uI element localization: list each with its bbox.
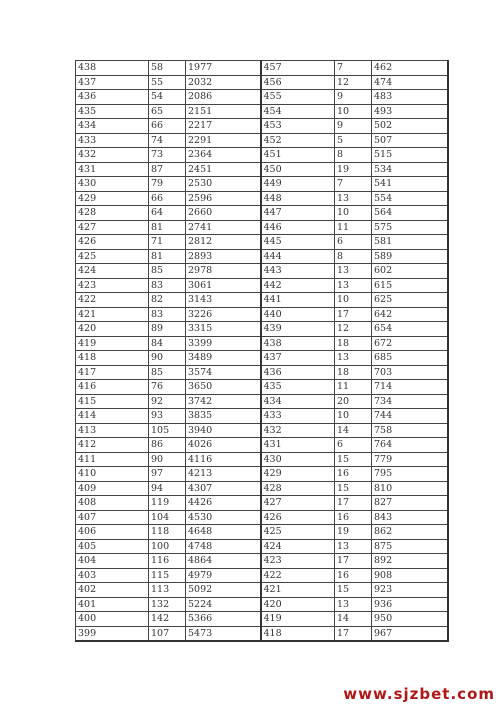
table-row [76,177,448,192]
cumulative-b-cell: 827 [372,496,448,511]
table-row [76,264,448,279]
count-a-cell: 85 [149,365,186,380]
count-a-cell: 81 [149,249,186,264]
table-row [76,336,448,351]
score-b-cell: 446 [261,220,335,235]
table-row [76,293,448,308]
score-a-cell: 417 [76,365,149,380]
count-b-cell: 17 [335,554,372,569]
count-a-cell: 73 [149,148,186,163]
cumulative-b-cell: 575 [372,220,448,235]
table-row [76,75,448,90]
score-a-cell: 432 [76,148,149,163]
score-a-cell: 422 [76,293,149,308]
count-b-cell: 17 [335,496,372,511]
count-b-cell: 10 [335,293,372,308]
table-row [76,626,448,641]
cumulative-b-cell: 810 [372,481,448,496]
count-b-cell: 16 [335,568,372,583]
score-a-cell: 410 [76,467,149,482]
table-row [76,307,448,322]
count-b-cell: 16 [335,467,372,482]
cumulative-b-cell: 892 [372,554,448,569]
cumulative-a-cell: 3226 [186,307,261,322]
score-table [75,60,449,642]
score-b-cell: 430 [261,452,335,467]
score-b-cell: 451 [261,148,335,163]
table-row [76,583,448,598]
table-row [76,278,448,293]
count-b-cell: 17 [335,307,372,322]
cumulative-a-cell: 3399 [186,336,261,351]
cumulative-a-cell: 5224 [186,597,261,612]
score-a-cell: 411 [76,452,149,467]
table-row [76,554,448,569]
cumulative-b-cell: 685 [372,351,448,366]
score-b-cell: 437 [261,351,335,366]
cumulative-b-cell: 734 [372,394,448,409]
count-a-cell: 90 [149,452,186,467]
cumulative-b-cell: 493 [372,104,448,119]
cumulative-a-cell: 2032 [186,75,261,90]
cumulative-b-cell: 923 [372,583,448,598]
cumulative-b-cell: 502 [372,119,448,134]
count-b-cell: 6 [335,438,372,453]
count-b-cell: 8 [335,249,372,264]
count-b-cell: 8 [335,148,372,163]
table-row [76,409,448,424]
cumulative-b-cell: 534 [372,162,448,177]
score-b-cell: 427 [261,496,335,511]
count-b-cell: 16 [335,510,372,525]
cumulative-b-cell: 843 [372,510,448,525]
count-b-cell: 18 [335,365,372,380]
cumulative-a-cell: 2741 [186,220,261,235]
score-b-cell: 454 [261,104,335,119]
count-b-cell: 9 [335,119,372,134]
score-a-cell: 436 [76,90,149,105]
cumulative-a-cell: 4748 [186,539,261,554]
score-a-cell: 409 [76,481,149,496]
score-a-cell: 427 [76,220,149,235]
cumulative-b-cell: 795 [372,467,448,482]
count-b-cell: 18 [335,336,372,351]
score-b-cell: 438 [261,336,335,351]
score-b-cell: 428 [261,481,335,496]
table-row [76,365,448,380]
count-b-cell: 15 [335,452,372,467]
score-a-cell: 401 [76,597,149,612]
cumulative-a-cell: 2812 [186,235,261,250]
count-a-cell: 83 [149,278,186,293]
cumulative-a-cell: 4307 [186,481,261,496]
score-a-cell: 408 [76,496,149,511]
cumulative-b-cell: 615 [372,278,448,293]
score-a-cell: 426 [76,235,149,250]
count-b-cell: 15 [335,583,372,598]
count-a-cell: 100 [149,539,186,554]
table-row [76,423,448,438]
cumulative-b-cell: 625 [372,293,448,308]
cumulative-b-cell: 703 [372,365,448,380]
cumulative-a-cell: 1977 [186,61,261,76]
score-a-cell: 403 [76,568,149,583]
cumulative-a-cell: 4530 [186,510,261,525]
count-b-cell: 14 [335,612,372,627]
count-b-cell: 11 [335,220,372,235]
count-b-cell: 6 [335,235,372,250]
score-a-cell: 423 [76,278,149,293]
cumulative-b-cell: 936 [372,597,448,612]
score-a-cell: 402 [76,583,149,598]
cumulative-b-cell: 602 [372,264,448,279]
score-a-cell: 400 [76,612,149,627]
cumulative-a-cell: 3742 [186,394,261,409]
score-b-cell: 457 [261,61,335,76]
count-b-cell: 11 [335,380,372,395]
cumulative-b-cell: 764 [372,438,448,453]
table-row [76,597,448,612]
cumulative-b-cell: 672 [372,336,448,351]
cumulative-a-cell: 3940 [186,423,261,438]
count-a-cell: 79 [149,177,186,192]
score-a-cell: 413 [76,423,149,438]
cumulative-b-cell: 862 [372,525,448,540]
score-a-cell: 399 [76,626,149,641]
score-b-cell: 418 [261,626,335,641]
count-b-cell: 10 [335,104,372,119]
count-a-cell: 66 [149,191,186,206]
score-a-cell: 412 [76,438,149,453]
count-a-cell: 104 [149,510,186,525]
score-a-cell: 438 [76,61,149,76]
count-a-cell: 113 [149,583,186,598]
count-b-cell: 13 [335,539,372,554]
score-a-cell: 419 [76,336,149,351]
count-a-cell: 107 [149,626,186,641]
cumulative-b-cell: 950 [372,612,448,627]
score-b-cell: 450 [261,162,335,177]
count-a-cell: 94 [149,481,186,496]
score-a-cell: 424 [76,264,149,279]
cumulative-b-cell: 474 [372,75,448,90]
score-b-cell: 420 [261,597,335,612]
count-b-cell: 9 [335,90,372,105]
score-b-cell: 425 [261,525,335,540]
score-a-cell: 428 [76,206,149,221]
score-b-cell: 434 [261,394,335,409]
score-b-cell: 422 [261,568,335,583]
score-b-cell: 449 [261,177,335,192]
count-a-cell: 97 [149,467,186,482]
cumulative-b-cell: 515 [372,148,448,163]
cumulative-a-cell: 4116 [186,452,261,467]
score-a-cell: 421 [76,307,149,322]
score-b-cell: 443 [261,264,335,279]
site-watermark: www.sjzbet.com [343,685,495,703]
score-a-cell: 414 [76,409,149,424]
count-b-cell: 17 [335,626,372,641]
table-row [76,235,448,250]
cumulative-a-cell: 4026 [186,438,261,453]
score-b-cell: 447 [261,206,335,221]
table-row [76,249,448,264]
score-b-cell: 453 [261,119,335,134]
table-row [76,90,448,105]
score-a-cell: 433 [76,133,149,148]
count-a-cell: 71 [149,235,186,250]
count-b-cell: 13 [335,597,372,612]
cumulative-a-cell: 3650 [186,380,261,395]
score-b-cell: 448 [261,191,335,206]
table-row [76,568,448,583]
cumulative-a-cell: 5092 [186,583,261,598]
count-b-cell: 10 [335,206,372,221]
table-row [76,206,448,221]
table-row [76,380,448,395]
count-b-cell: 5 [335,133,372,148]
score-b-cell: 421 [261,583,335,598]
score-a-cell: 415 [76,394,149,409]
score-a-cell: 437 [76,75,149,90]
cumulative-b-cell: 875 [372,539,448,554]
score-b-cell: 442 [261,278,335,293]
cumulative-b-cell: 908 [372,568,448,583]
cumulative-a-cell: 2596 [186,191,261,206]
cumulative-b-cell: 507 [372,133,448,148]
table-row [76,191,448,206]
count-a-cell: 119 [149,496,186,511]
count-a-cell: 92 [149,394,186,409]
cumulative-a-cell: 2893 [186,249,261,264]
count-b-cell: 10 [335,409,372,424]
score-a-cell: 429 [76,191,149,206]
table-row [76,322,448,337]
score-a-cell: 416 [76,380,149,395]
score-a-cell: 404 [76,554,149,569]
count-a-cell: 93 [149,409,186,424]
score-b-cell: 445 [261,235,335,250]
score-b-cell: 441 [261,293,335,308]
table-row [76,104,448,119]
table-row [76,467,448,482]
score-b-cell: 429 [261,467,335,482]
cumulative-a-cell: 2978 [186,264,261,279]
count-a-cell: 65 [149,104,186,119]
cumulative-b-cell: 714 [372,380,448,395]
count-a-cell: 87 [149,162,186,177]
table-row [76,162,448,177]
count-b-cell: 19 [335,525,372,540]
score-b-cell: 419 [261,612,335,627]
count-b-cell: 15 [335,481,372,496]
score-a-cell: 435 [76,104,149,119]
cumulative-a-cell: 2086 [186,90,261,105]
table-row [76,148,448,163]
count-b-cell: 13 [335,264,372,279]
count-b-cell: 19 [335,162,372,177]
table-row [76,525,448,540]
count-b-cell: 20 [335,394,372,409]
cumulative-a-cell: 2364 [186,148,261,163]
count-a-cell: 89 [149,322,186,337]
count-a-cell: 54 [149,90,186,105]
count-a-cell: 115 [149,568,186,583]
cumulative-a-cell: 2451 [186,162,261,177]
cumulative-a-cell: 3315 [186,322,261,337]
score-a-cell: 431 [76,162,149,177]
cumulative-a-cell: 4426 [186,496,261,511]
score-a-cell: 418 [76,351,149,366]
cumulative-b-cell: 483 [372,90,448,105]
score-b-cell: 433 [261,409,335,424]
cumulative-b-cell: 541 [372,177,448,192]
count-a-cell: 76 [149,380,186,395]
count-b-cell: 14 [335,423,372,438]
table-row [76,612,448,627]
cumulative-a-cell: 2291 [186,133,261,148]
count-b-cell: 7 [335,61,372,76]
count-b-cell: 12 [335,75,372,90]
table-row [76,220,448,235]
cumulative-b-cell: 744 [372,409,448,424]
score-a-cell: 434 [76,119,149,134]
score-b-cell: 444 [261,249,335,264]
score-b-cell: 423 [261,554,335,569]
cumulative-a-cell: 4979 [186,568,261,583]
count-a-cell: 90 [149,351,186,366]
table-row [76,61,448,76]
score-a-cell: 407 [76,510,149,525]
score-a-cell: 425 [76,249,149,264]
count-a-cell: 132 [149,597,186,612]
table-row [76,452,448,467]
cumulative-a-cell: 5473 [186,626,261,641]
score-b-cell: 452 [261,133,335,148]
score-b-cell: 435 [261,380,335,395]
cumulative-a-cell: 3574 [186,365,261,380]
cumulative-b-cell: 779 [372,452,448,467]
count-b-cell: 12 [335,322,372,337]
score-b-cell: 424 [261,539,335,554]
table-row [76,119,448,134]
cumulative-b-cell: 589 [372,249,448,264]
cumulative-b-cell: 654 [372,322,448,337]
cumulative-b-cell: 462 [372,61,448,76]
count-b-cell: 13 [335,351,372,366]
cumulative-a-cell: 3489 [186,351,261,366]
count-a-cell: 84 [149,336,186,351]
score-b-cell: 432 [261,423,335,438]
table-row [76,481,448,496]
table-row [76,510,448,525]
count-a-cell: 105 [149,423,186,438]
score-b-cell: 456 [261,75,335,90]
count-a-cell: 85 [149,264,186,279]
count-a-cell: 83 [149,307,186,322]
count-a-cell: 82 [149,293,186,308]
cumulative-b-cell: 967 [372,626,448,641]
count-b-cell: 7 [335,177,372,192]
cumulative-a-cell: 5366 [186,612,261,627]
table-row [76,351,448,366]
score-table-body [76,61,448,642]
score-a-cell: 430 [76,177,149,192]
count-a-cell: 116 [149,554,186,569]
count-a-cell: 55 [149,75,186,90]
cumulative-b-cell: 564 [372,206,448,221]
cumulative-a-cell: 2151 [186,104,261,119]
score-a-cell: 405 [76,539,149,554]
count-a-cell: 64 [149,206,186,221]
score-b-cell: 440 [261,307,335,322]
count-a-cell: 86 [149,438,186,453]
score-b-cell: 436 [261,365,335,380]
table-row [76,496,448,511]
cumulative-a-cell: 4648 [186,525,261,540]
count-a-cell: 142 [149,612,186,627]
count-b-cell: 13 [335,191,372,206]
cumulative-a-cell: 3835 [186,409,261,424]
cumulative-b-cell: 642 [372,307,448,322]
score-b-cell: 431 [261,438,335,453]
cumulative-a-cell: 2530 [186,177,261,192]
cumulative-b-cell: 581 [372,235,448,250]
count-a-cell: 118 [149,525,186,540]
cumulative-a-cell: 3143 [186,293,261,308]
score-b-cell: 455 [261,90,335,105]
table-row [76,394,448,409]
count-a-cell: 66 [149,119,186,134]
count-a-cell: 58 [149,61,186,76]
cumulative-a-cell: 4213 [186,467,261,482]
count-a-cell: 74 [149,133,186,148]
score-a-cell: 420 [76,322,149,337]
cumulative-a-cell: 3061 [186,278,261,293]
cumulative-b-cell: 554 [372,191,448,206]
count-b-cell: 13 [335,278,372,293]
table-row [76,133,448,148]
cumulative-a-cell: 4864 [186,554,261,569]
table-row [76,438,448,453]
score-b-cell: 439 [261,322,335,337]
score-b-cell: 426 [261,510,335,525]
count-a-cell: 81 [149,220,186,235]
cumulative-a-cell: 2217 [186,119,261,134]
cumulative-a-cell: 2660 [186,206,261,221]
table-row [76,539,448,554]
score-a-cell: 406 [76,525,149,540]
cumulative-b-cell: 758 [372,423,448,438]
